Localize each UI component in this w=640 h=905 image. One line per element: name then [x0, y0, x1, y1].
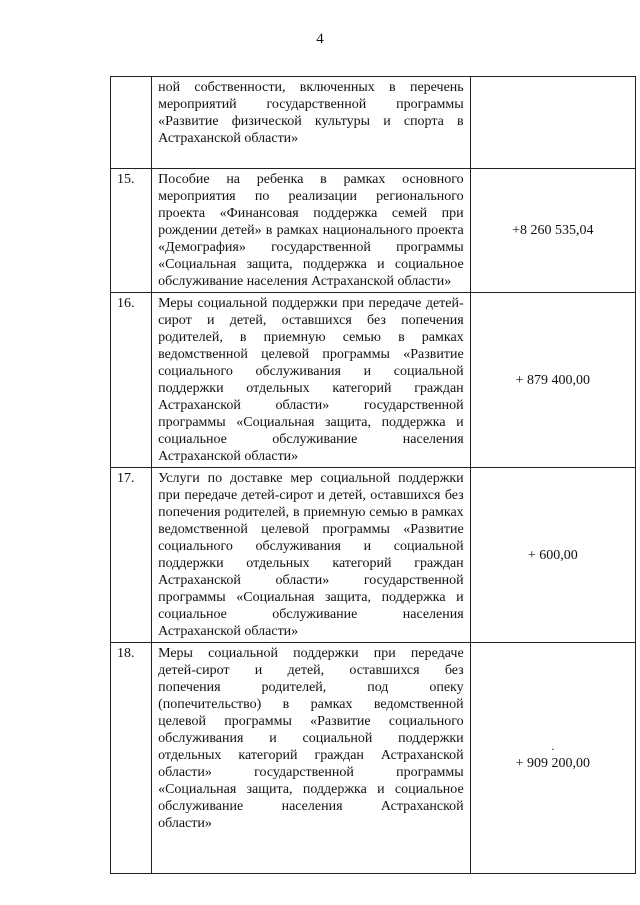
appropriations-table — [110, 76, 636, 874]
table-row — [111, 643, 636, 874]
table-row — [111, 169, 636, 293]
row-amount: + 600,00 — [470, 468, 635, 643]
row-amount — [470, 643, 635, 874]
row-amount: +8 260 535,04 — [470, 169, 635, 293]
row-number: 18. — [111, 643, 152, 874]
stray-mark: · — [550, 741, 555, 756]
row-description: Меры социальной поддержки при передаче детей-сирот и детей, оставшихся без попечения родителей, под опеку (попечительство) в рамках ведомственной целевой программы «Развитие социального обслуживания и социальной поддержки отдельных категорий граждан Астраханской области» государственной программы «Социальная защита, поддержка и социальное обслуживание населения Астраханской области» — [152, 643, 471, 874]
row-amount-value: + 909 200,00 — [515, 755, 591, 771]
row-number: 15. — [111, 169, 152, 293]
row-number — [111, 77, 152, 169]
table-row — [111, 77, 636, 169]
table-row — [111, 468, 636, 643]
row-description: ной собственности, включенных в перечень мероприятий государственной программы «Развитие физической культуры и спорта в Астраханской области» — [152, 77, 471, 169]
row-description: Пособие на ребенка в рамках основного мероприятия по реализации регионального проекта «Финансовая поддержка семей при рождении детей» в рамках национального проекта «Демография» государственной программы «Социальная защита, поддержка и социальное обслуживание населения Астраханской области» — [152, 169, 471, 293]
row-description: Меры социальной поддержки при передаче детей-сирот и детей, оставшихся без попечения родителей, в приемную семью в рамках ведомственной целевой программы «Развитие социального обслуживания и социальной поддержки отдельных категорий граждан Астраханской области» государственной программы «Социальная защита, поддержка и социальное обслуживание населения Астраханской области» — [152, 293, 471, 468]
row-number: 16. — [111, 293, 152, 468]
row-number: 17. — [111, 468, 152, 643]
table-row — [111, 293, 636, 468]
row-amount: + 879 400,00 — [470, 293, 635, 468]
row-amount — [470, 77, 635, 169]
page-number: 4 — [316, 31, 324, 47]
row-description: Услуги по доставке мер социальной поддержки при передаче детей-сирот и детей, оставшихся без попечения родителей, в приемную семью в рамках ведомственной целевой программы «Развитие социального обслуживания и социальной поддержки отдельных категорий граждан Астраханской области» государственной программы «Социальная защита, поддержка и социальное обслуживание населения Астраханской области» — [152, 468, 471, 643]
